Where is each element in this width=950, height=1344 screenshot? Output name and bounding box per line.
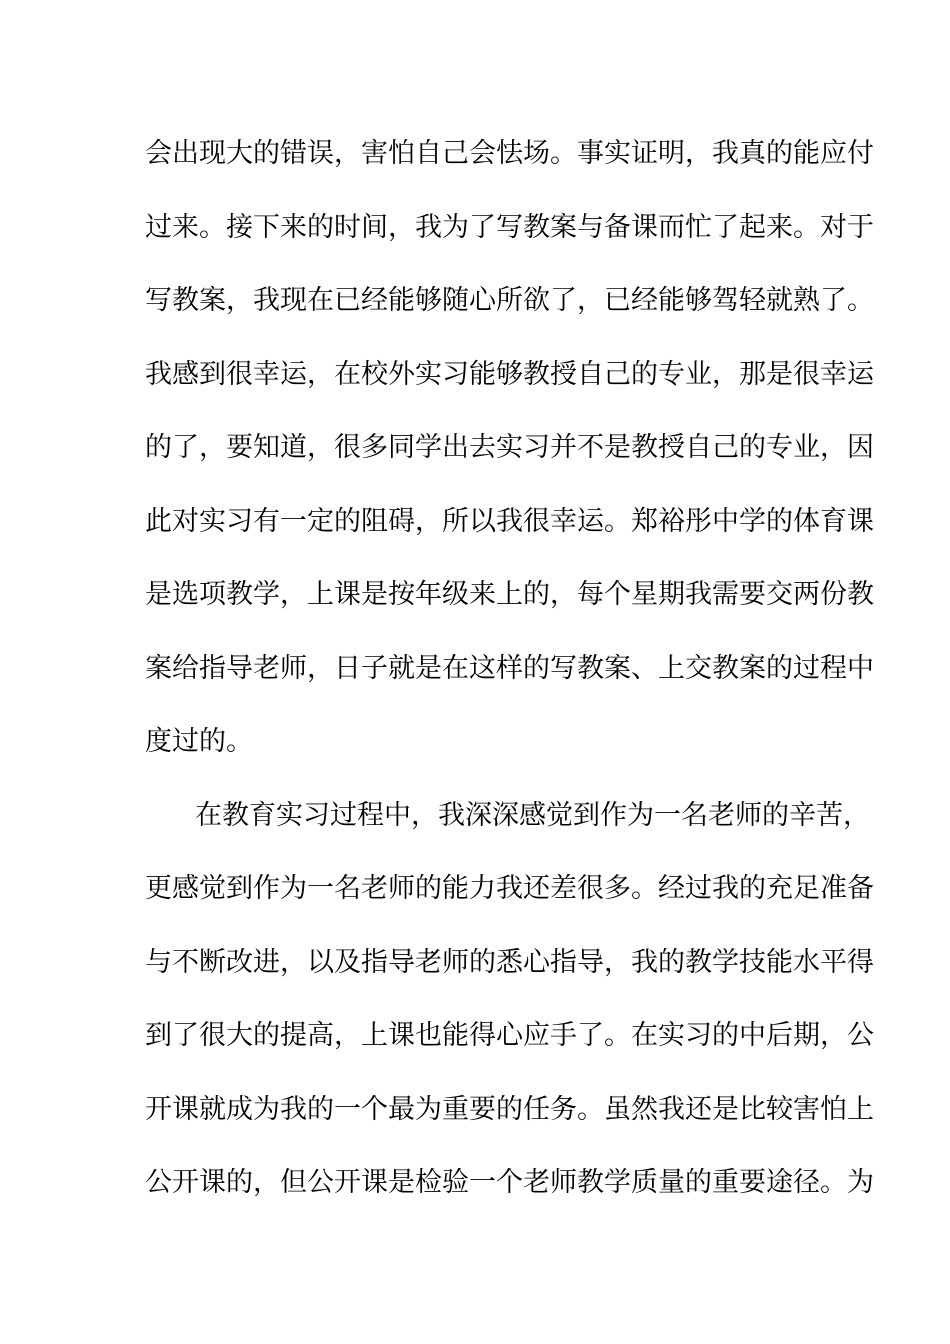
text-line: 案给指导老师，日子就是在这样的写教案、上交教案的过程中: [145, 652, 874, 684]
text-line: 更感觉到作为一名老师的能力我还差很多。经过我的充足准备: [145, 873, 874, 904]
text-line: 会出现大的错误，害怕自己会怯场。事实证明，我真的能应付: [145, 138, 874, 169]
body-text: [145, 132, 874, 1235]
text-line: 写教案，我现在已经能够随心所欲了，已经能够驾轻就熟了。: [145, 285, 874, 316]
text-line: 度过的。: [145, 726, 253, 757]
text-line: 过来。接下来的时间，我为了写教案与备课而忙了起来。对于: [145, 211, 874, 243]
text-line: 是选项教学，上课是按年级来上的，每个星期我需要交两份教: [145, 579, 874, 610]
text-line: 到了很大的提高，上课也能得心应手了。在实习的中后期，公: [145, 1020, 874, 1051]
text-line: 此对实习有一定的阻碍，所以我很幸运。郑裕彤中学的体育课: [145, 505, 874, 537]
text-line: 与不断改进，以及指导老师的悉心指导，我的教学技能水平得: [145, 946, 874, 978]
text-line: 我感到很幸运，在校外实习能够教授自己的专业，那是很幸运: [145, 358, 874, 390]
text-line: 的了，要知道，很多同学出去实习并不是教授自己的专业，因: [145, 432, 874, 463]
text-line: 开课就成为我的一个最为重要的任务。虽然我还是比较害怕上: [145, 1093, 874, 1125]
text-line: 公开课的，但公开课是检验一个老师教学质量的重要途径。为: [145, 1167, 874, 1198]
paragraph-first-line: 在教育实习过程中，我深深感觉到作为一名老师的辛苦，: [195, 799, 870, 831]
